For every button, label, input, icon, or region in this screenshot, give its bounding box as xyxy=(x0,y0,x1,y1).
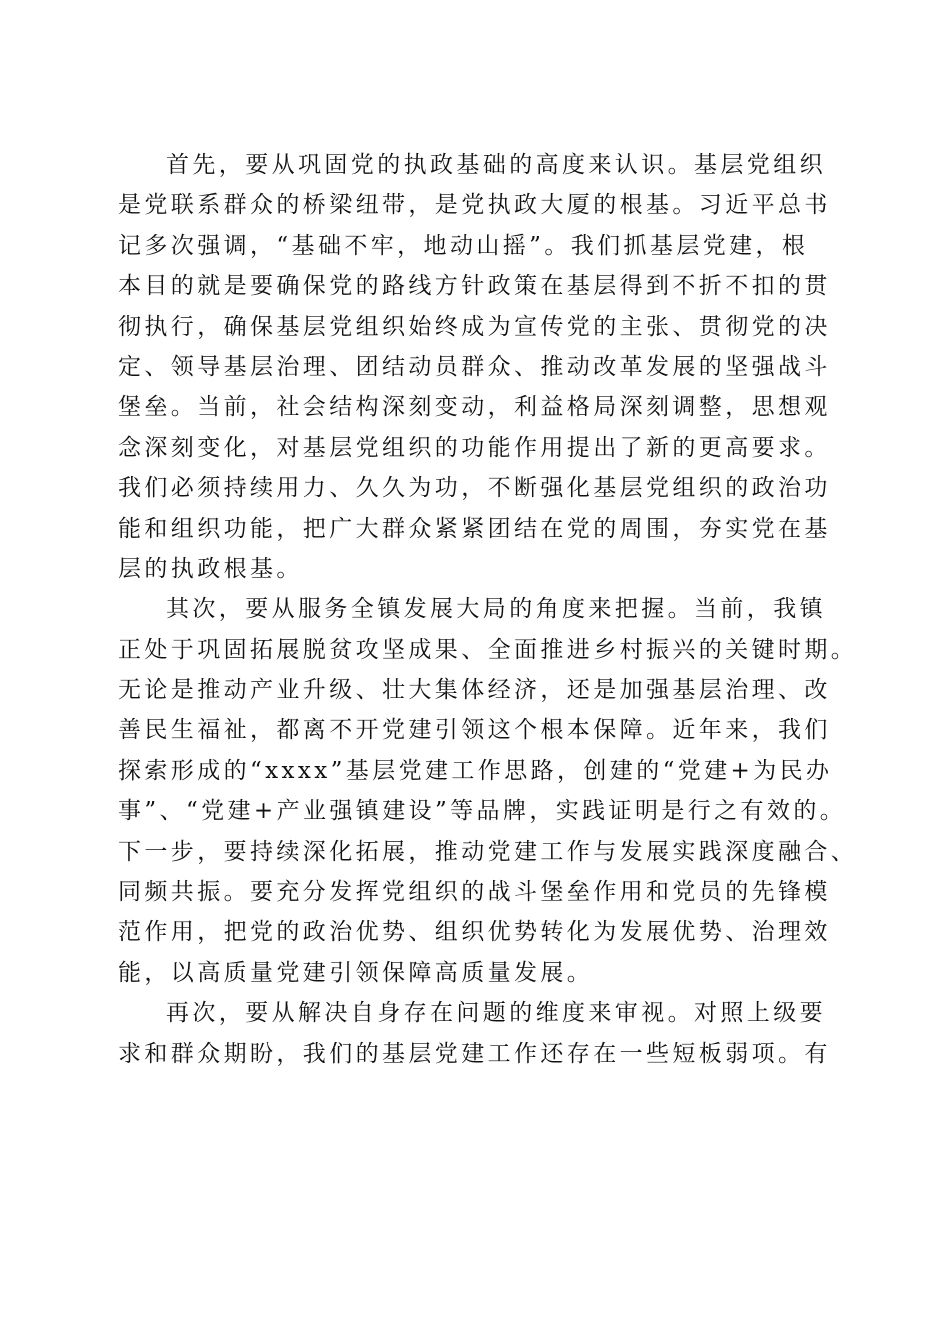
text-line: 本目的就是要确保党的路线方针政策在基层得到不折不扣的贯 xyxy=(118,273,831,300)
text-line: 无论是推动产业升级、壮大集体经济，还是加强基层治理、改 xyxy=(118,677,831,704)
text-line: 探索形成的“xxxx”基层党建工作思路，创建的“党建+为民办 xyxy=(118,757,833,784)
text-line: 同频共振。要充分发挥党组织的战斗堡垒作用和党员的先锋模 xyxy=(118,879,831,906)
body-text xyxy=(118,145,858,1074)
text-line: 善民生福祉，都离不开党建引领这个根本保障。近年来，我们 xyxy=(118,717,831,744)
text-line: 首先，要从巩固党的执政基础的高度来认识。基层党组织 xyxy=(166,152,826,178)
text-line: 记多次强调，“基础不牢，地动山摇”。我们抓基层党建，根 xyxy=(118,232,809,259)
text-line: 层的执政根基。 xyxy=(118,555,303,582)
text-line: 其次，要从服务全镇发展大局的角度来把握。当前，我镇 xyxy=(166,596,826,623)
text-line: 定、领导基层治理、团结动员群众、推动改革发展的坚强战斗 xyxy=(118,353,831,380)
text-line: 能，以高质量党建引领保障高质量发展。 xyxy=(118,959,594,986)
text-line: 再次，要从解决自身存在问题的维度来审视。对照上级要 xyxy=(166,1000,826,1027)
text-line: 求和群众期盼，我们的基层党建工作还存在一些短板弱项。有 xyxy=(118,1040,831,1067)
text-line: 正处于巩固拓展脱贫攻坚成果、全面推进乡村振兴的关键时期。 xyxy=(118,636,858,663)
text-line: 我们必须持续用力、久久为功，不断强化基层党组织的政治功 xyxy=(118,475,831,502)
text-line: 是党联系群众的桥梁纽带，是党执政大厦的根基。习近平总书 xyxy=(118,192,831,219)
text-line: 彻执行，确保基层党组织始终成为宣传党的主张、贯彻党的决 xyxy=(118,313,831,340)
text-line: 范作用，把党的政治优势、组织优势转化为发展优势、治理效 xyxy=(118,919,831,946)
text-line: 能和组织功能，把广大群众紧紧团结在党的周围，夯实党在基 xyxy=(118,515,831,542)
text-line: 堡垒。当前，社会结构深刻变动，利益格局深刻调整，思想观 xyxy=(118,394,831,421)
text-line: 下一步，要持续深化拓展，推动党建工作与发展实践深度融合、 xyxy=(118,838,858,865)
text-line: 念深刻变化，对基层党组织的功能作用提出了新的更高要求。 xyxy=(118,434,831,461)
text-line: 事”、“党建+产业强镇建设”等品牌，实践证明是行之有效的。 xyxy=(118,798,847,825)
